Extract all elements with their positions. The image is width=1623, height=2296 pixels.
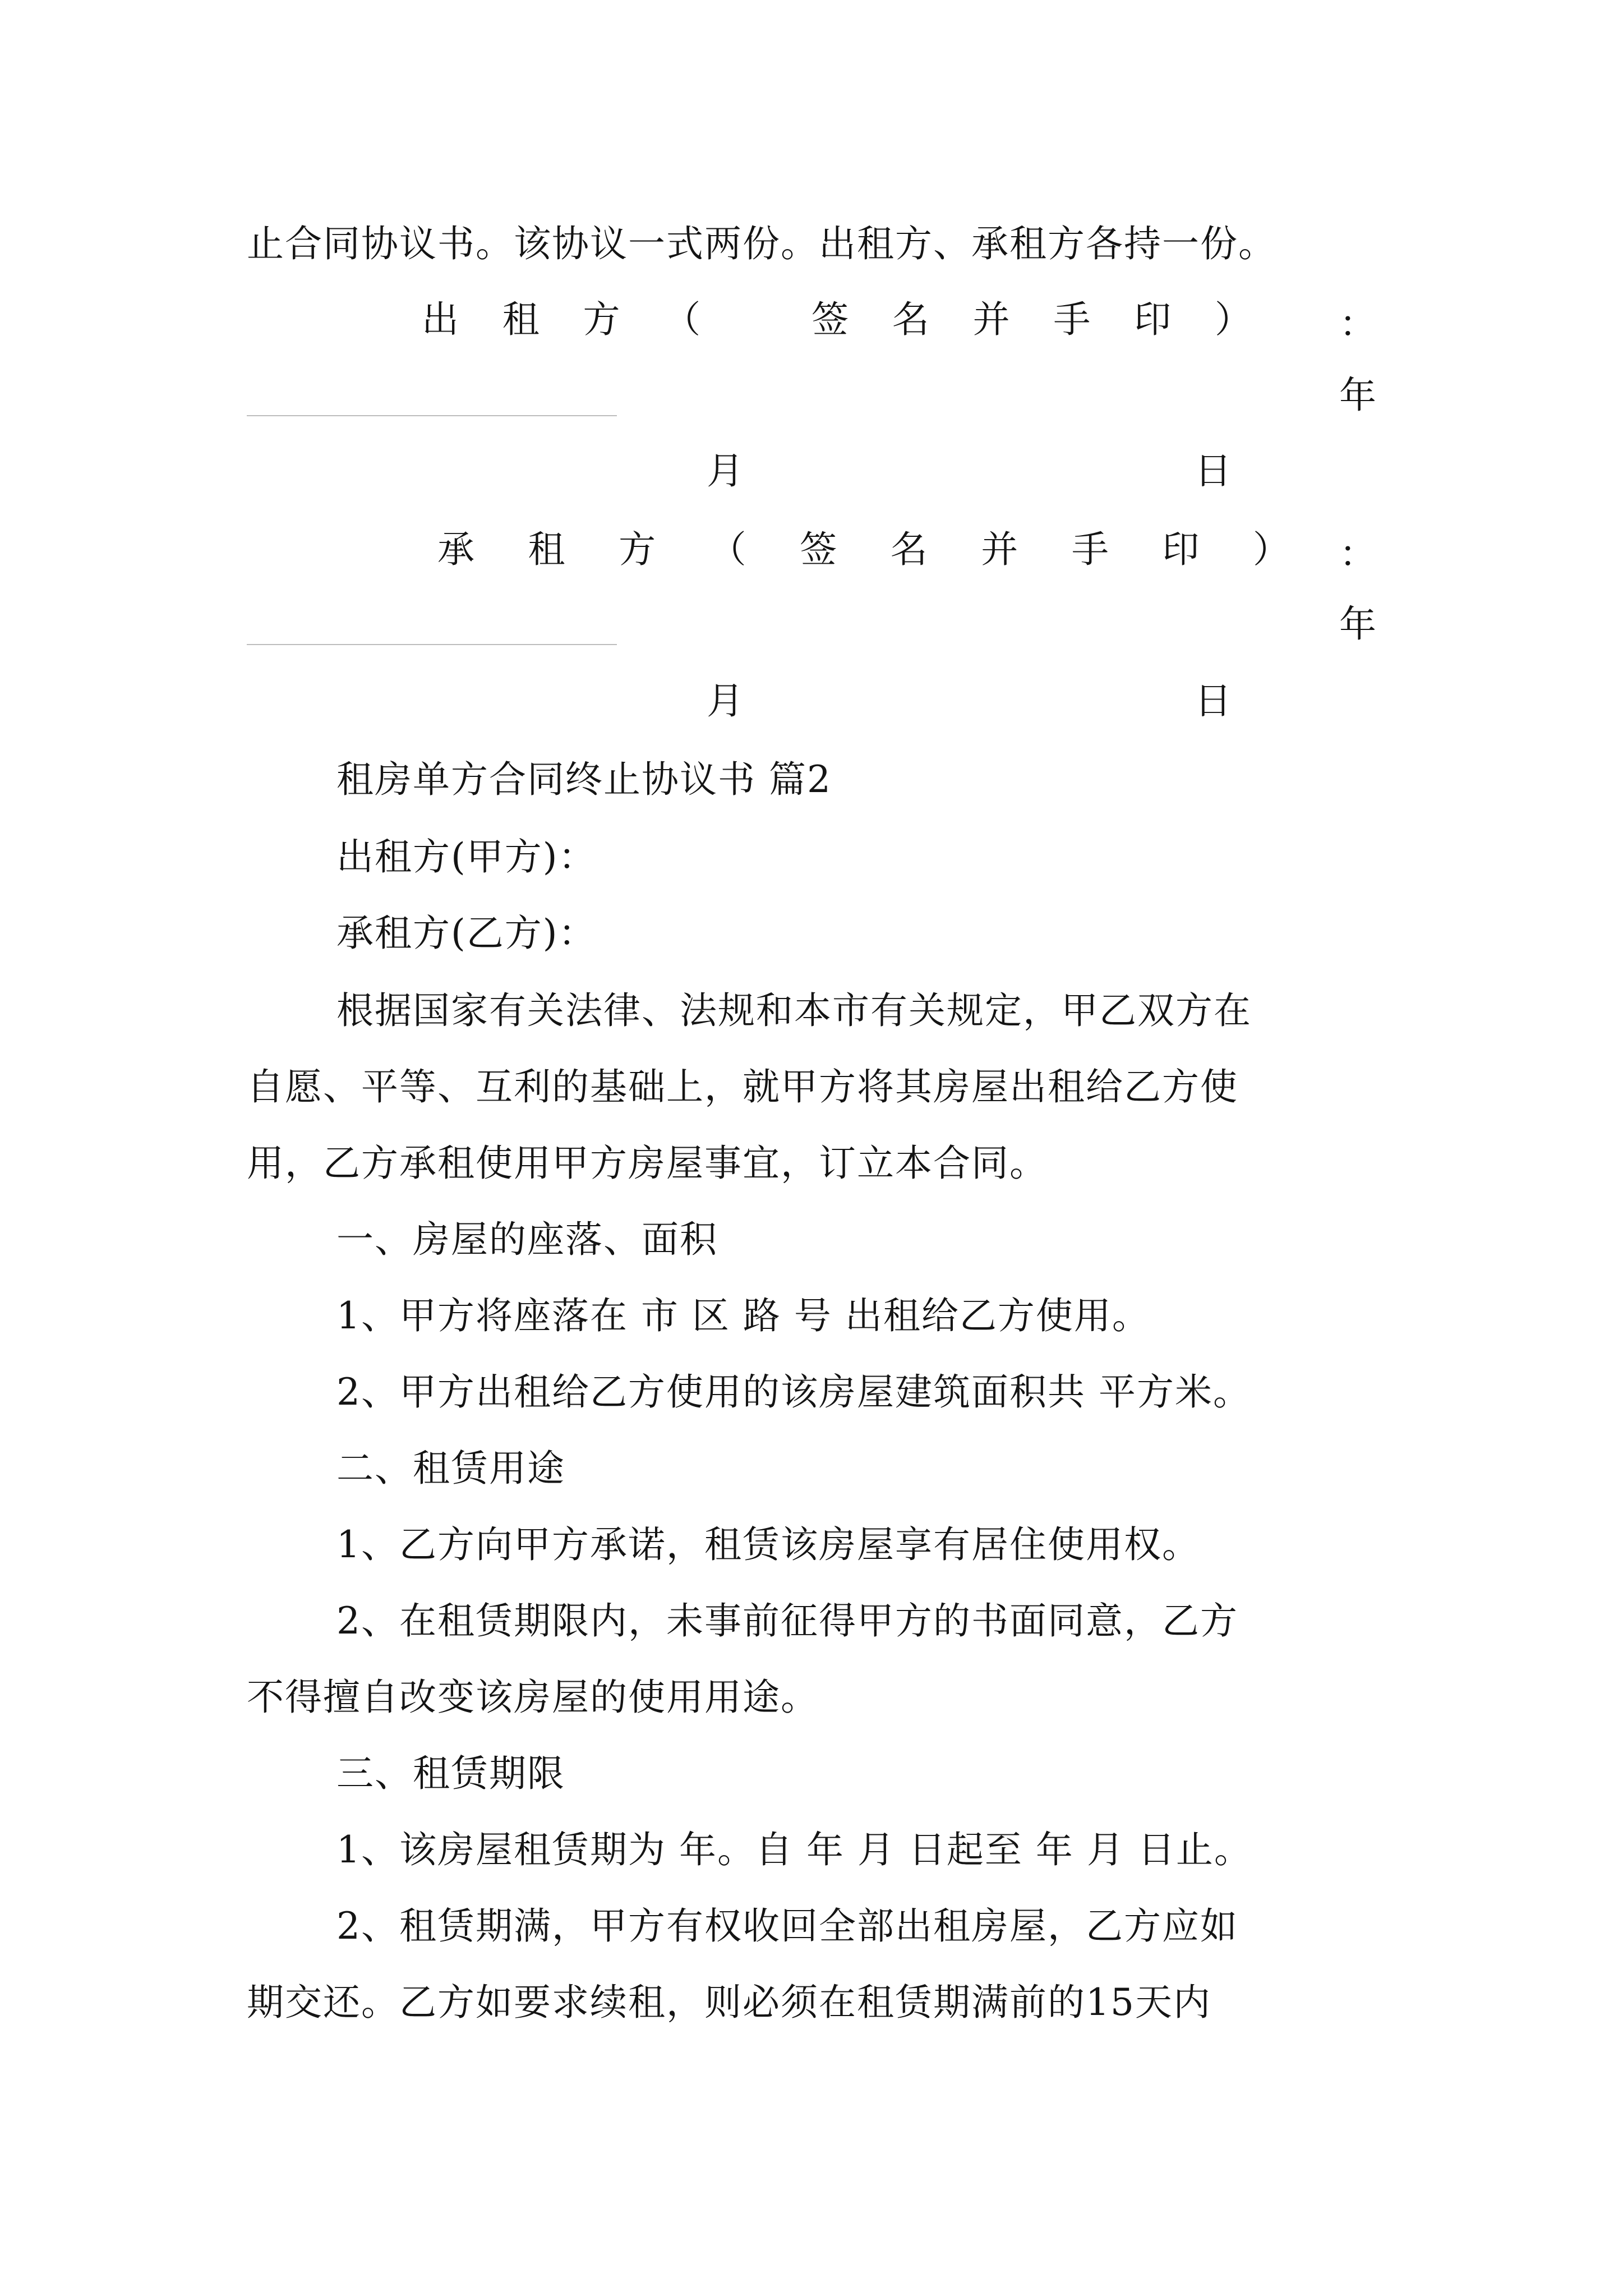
clause-item: 1、该房屋租赁期为 年。自 年 月 日起至 年 月 日止。 bbox=[336, 1828, 1252, 1871]
clause-item: 不得擅自改变该房屋的使用用途。 bbox=[247, 1676, 819, 1719]
sign-char: 租 bbox=[502, 298, 540, 341]
party-b-label: 承租方(乙方)： bbox=[336, 912, 597, 955]
paragraph-line: 根据国家有关法律、法规和本市有关规定，甲乙双方在 bbox=[336, 989, 1252, 1032]
sign-char: 手 bbox=[1053, 298, 1091, 341]
lessee-year: 年 bbox=[1339, 602, 1377, 646]
paragraph-line: 自愿、平等、互利的基础上，就甲方将其房屋出租给乙方使 bbox=[247, 1065, 1238, 1108]
sign-char: 承 bbox=[437, 528, 474, 571]
sign-char: 租 bbox=[528, 528, 565, 571]
clause-item: 1、甲方将座落在 市 区 路 号 出租给乙方使用。 bbox=[336, 1294, 1150, 1337]
sign-char: 方 bbox=[619, 528, 656, 571]
clause-heading: 一、房屋的座落、面积 bbox=[336, 1218, 718, 1261]
lessor-signature-label bbox=[422, 297, 1252, 342]
sign-char: 印 bbox=[1162, 528, 1200, 571]
sign-char: 签 bbox=[800, 528, 837, 571]
lessee-colon: ： bbox=[1339, 532, 1377, 576]
sign-char: 方 bbox=[583, 298, 620, 341]
clause-item: 1、乙方向甲方承诺，租赁该房屋享有居住使用权。 bbox=[336, 1523, 1200, 1566]
clause-item: 期交还。乙方如要求续租，则必须在租赁期满前的15天内 bbox=[247, 1981, 1211, 2024]
sign-char: 出 bbox=[422, 298, 459, 341]
closing-sentence: 止合同协议书。该协议一式两份。出租方、承租方各持一份。 bbox=[247, 222, 1276, 265]
paragraph-line: 用，乙方承租使用甲方房屋事宜，订立本合同。 bbox=[247, 1142, 1048, 1185]
clause-heading: 二、租赁用途 bbox=[336, 1447, 565, 1490]
clause-item: 2、租赁期满，甲方有权收回全部出租房屋，乙方应如 bbox=[336, 1904, 1238, 1948]
sign-char: 名 bbox=[892, 298, 929, 341]
clause-item: 2、在租赁期限内，未事前征得甲方的书面同意，乙方 bbox=[336, 1599, 1238, 1642]
sign-char: 印 bbox=[1134, 298, 1172, 341]
sign-char: （ bbox=[663, 298, 701, 341]
lessee-day: 日 bbox=[1195, 679, 1233, 723]
sign-char: ） bbox=[1252, 528, 1290, 571]
lessee-signature-blank bbox=[247, 644, 617, 645]
party-a-label: 出租方(甲方)： bbox=[336, 835, 597, 878]
lessor-colon: ： bbox=[1339, 302, 1377, 346]
sign-char: 并 bbox=[972, 298, 1010, 341]
lessee-month: 月 bbox=[707, 679, 745, 723]
lessor-signature-blank bbox=[247, 415, 617, 416]
lessor-year: 年 bbox=[1339, 374, 1377, 417]
sign-char: ） bbox=[1214, 298, 1252, 341]
section-heading: 租房单方合同终止协议书 篇2 bbox=[336, 758, 832, 801]
lessor-day: 日 bbox=[1195, 449, 1233, 493]
sign-char: （ bbox=[709, 528, 746, 571]
sign-char: 手 bbox=[1071, 528, 1109, 571]
clause-heading: 三、租赁期限 bbox=[336, 1752, 565, 1795]
sign-char: 并 bbox=[981, 528, 1018, 571]
lessee-signature-label bbox=[437, 527, 1290, 572]
lessor-month: 月 bbox=[707, 449, 745, 493]
sign-char: 名 bbox=[890, 528, 928, 571]
clause-item: 2、甲方出租给乙方使用的该房屋建筑面积共 平方米。 bbox=[336, 1370, 1251, 1414]
sign-char: 签 bbox=[811, 298, 849, 341]
